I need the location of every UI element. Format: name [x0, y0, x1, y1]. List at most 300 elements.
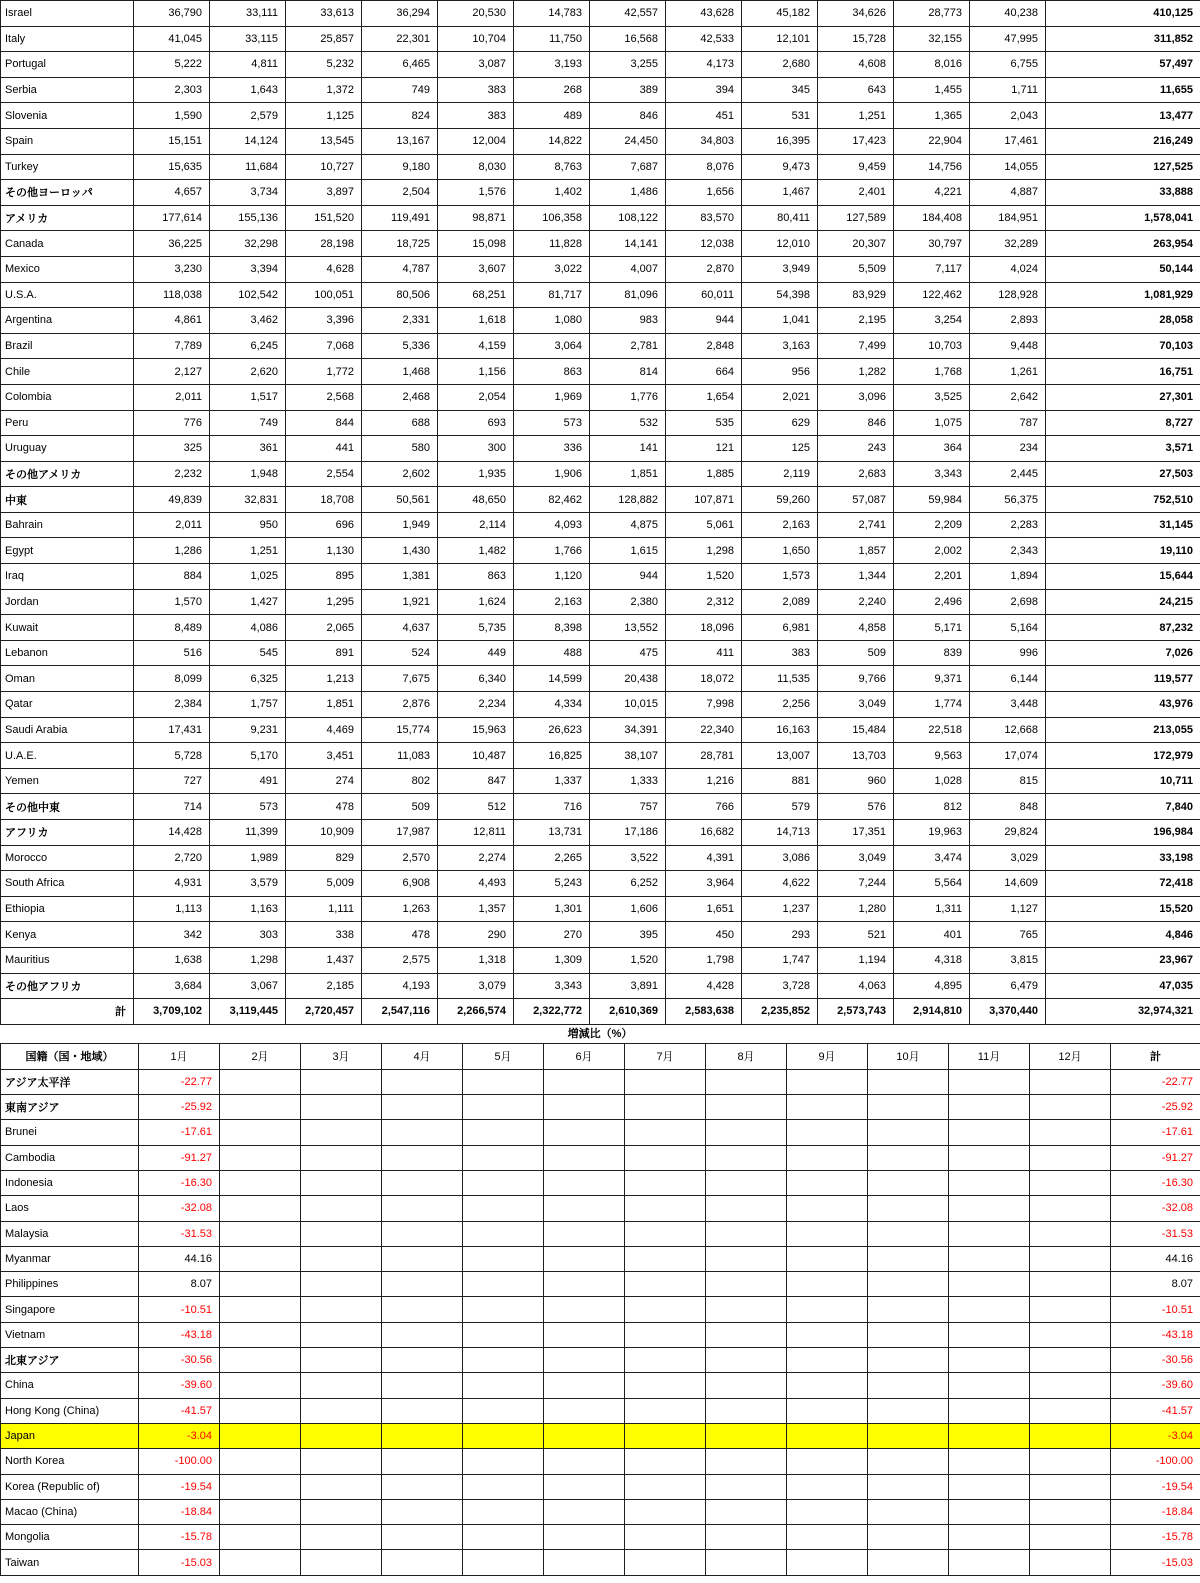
month-value-cell: 2,683	[818, 461, 894, 487]
empty-month-cell	[382, 1373, 463, 1398]
month-value-cell: 8,016	[894, 52, 970, 78]
empty-month-cell	[544, 1398, 625, 1423]
month-value-cell: 5,509	[818, 256, 894, 282]
empty-month-cell	[220, 1322, 301, 1347]
month-value-cell: 3,193	[514, 52, 590, 78]
empty-month-cell	[949, 1272, 1030, 1297]
row-label: Taiwan	[1, 1550, 139, 1575]
total-change-cell: -15.78	[1111, 1525, 1200, 1550]
empty-month-cell	[787, 1297, 868, 1322]
empty-month-cell	[1030, 1196, 1111, 1221]
month-value-cell: 1,301	[514, 896, 590, 922]
empty-month-cell	[625, 1120, 706, 1145]
month-value-cell: 4,811	[210, 52, 286, 78]
table-row	[1, 589, 1200, 615]
table-row	[1, 768, 1200, 794]
empty-month-cell	[706, 1348, 787, 1373]
row-label: 中東	[1, 487, 134, 513]
empty-month-cell	[625, 1170, 706, 1195]
row-label: Mexico	[1, 256, 134, 282]
month-value-cell: 489	[514, 103, 590, 129]
empty-month-cell	[220, 1474, 301, 1499]
empty-month-cell	[463, 1246, 544, 1271]
empty-month-cell	[1030, 1322, 1111, 1347]
empty-month-cell	[382, 1120, 463, 1145]
month-value-cell: 10,727	[286, 154, 362, 180]
month-value-cell: 2,011	[134, 512, 210, 538]
table-row	[1, 1246, 1200, 1271]
month-value-cell: 2,343	[970, 538, 1046, 564]
table-row	[1, 717, 1200, 743]
month-value-cell: 2,235,852	[742, 999, 818, 1025]
empty-month-cell	[301, 1272, 382, 1297]
empty-month-cell	[706, 1474, 787, 1499]
month-value-cell: 1,365	[894, 103, 970, 129]
month-value-cell: 383	[438, 103, 514, 129]
month-value-cell: 2,547,116	[362, 999, 438, 1025]
table-row	[1, 538, 1200, 564]
row-label: 計	[1, 999, 134, 1025]
row-label: Cambodia	[1, 1145, 139, 1170]
month-value-cell: 847	[438, 768, 514, 794]
month-value-cell: 2,209	[894, 512, 970, 538]
month-value-cell: 2,312	[666, 589, 742, 615]
month-value-cell: 960	[818, 768, 894, 794]
total-value-cell: 213,055	[1046, 717, 1200, 743]
empty-month-cell	[625, 1499, 706, 1524]
month-value-cell: 2,234	[438, 692, 514, 718]
january-change-cell: -10.51	[139, 1297, 220, 1322]
empty-month-cell	[625, 1196, 706, 1221]
month-value-cell: 50,561	[362, 487, 438, 513]
month-value-cell: 1,402	[514, 180, 590, 206]
month-value-cell: 34,391	[590, 717, 666, 743]
month-value-cell: 1,757	[210, 692, 286, 718]
table-row	[1, 845, 1200, 871]
month-value-cell: 4,931	[134, 871, 210, 897]
month-value-cell: 11,750	[514, 26, 590, 52]
row-label: Italy	[1, 26, 134, 52]
month-value-cell: 2,322,772	[514, 999, 590, 1025]
table-row	[1, 1550, 1200, 1575]
empty-month-cell	[382, 1272, 463, 1297]
table-row	[1, 205, 1200, 231]
table-row	[1, 947, 1200, 973]
month-value-cell: 20,307	[818, 231, 894, 257]
empty-month-cell	[301, 1398, 382, 1423]
month-value-cell: 950	[210, 512, 286, 538]
empty-month-cell	[301, 1069, 382, 1094]
empty-month-cell	[868, 1550, 949, 1575]
month-value-cell: 4,858	[818, 615, 894, 641]
empty-month-cell	[868, 1525, 949, 1550]
month-value-cell: 270	[514, 922, 590, 948]
empty-month-cell	[1030, 1095, 1111, 1120]
month-value-cell: 83,929	[818, 282, 894, 308]
table-row	[1, 359, 1200, 385]
month-value-cell: 13,703	[818, 743, 894, 769]
month-value-cell: 2,089	[742, 589, 818, 615]
empty-month-cell	[868, 1095, 949, 1120]
month-value-cell: 7,117	[894, 256, 970, 282]
nationality-column-header: 国籍（国・地域）	[1, 1043, 139, 1069]
total-value-cell: 23,967	[1046, 947, 1200, 973]
total-change-cell: -31.53	[1111, 1221, 1200, 1246]
month-value-cell: 8,489	[134, 615, 210, 641]
row-label: Korea (Republic of)	[1, 1474, 139, 1499]
month-value-cell: 1,263	[362, 896, 438, 922]
row-label: Turkey	[1, 154, 134, 180]
table-row	[1, 103, 1200, 129]
month-value-cell: 345	[742, 77, 818, 103]
month-value-cell: 3,949	[742, 256, 818, 282]
month-value-cell: 25,857	[286, 26, 362, 52]
month-value-cell: 34,803	[666, 128, 742, 154]
empty-month-cell	[625, 1525, 706, 1550]
month-value-cell: 491	[210, 768, 286, 794]
empty-month-cell	[868, 1373, 949, 1398]
empty-month-cell	[463, 1297, 544, 1322]
total-value-cell: 43,976	[1046, 692, 1200, 718]
empty-month-cell	[868, 1170, 949, 1195]
month-value-cell: 290	[438, 922, 514, 948]
empty-month-cell	[463, 1145, 544, 1170]
empty-month-cell	[787, 1499, 868, 1524]
row-label: Ethiopia	[1, 896, 134, 922]
month-value-cell: 3,728	[742, 973, 818, 999]
empty-month-cell	[463, 1170, 544, 1195]
month-value-cell: 36,294	[362, 1, 438, 27]
month-value-cell: 361	[210, 436, 286, 462]
month-value-cell: 20,438	[590, 666, 666, 692]
month-value-cell: 3,029	[970, 845, 1046, 871]
row-label: North Korea	[1, 1449, 139, 1474]
empty-month-cell	[706, 1170, 787, 1195]
month-value-cell: 14,713	[742, 820, 818, 846]
month-value-cell: 38,107	[590, 743, 666, 769]
month-value-cell: 1,656	[666, 180, 742, 206]
month-value-cell: 4,657	[134, 180, 210, 206]
empty-month-cell	[868, 1348, 949, 1373]
month-value-cell: 2,698	[970, 589, 1046, 615]
month-value-cell: 1,798	[666, 947, 742, 973]
month-value-cell: 3,522	[590, 845, 666, 871]
month-value-cell: 1,286	[134, 538, 210, 564]
month-value-cell: 15,774	[362, 717, 438, 743]
empty-month-cell	[787, 1095, 868, 1120]
month-column-header: 1月	[139, 1043, 220, 1069]
month-value-cell: 9,180	[362, 154, 438, 180]
month-value-cell: 629	[742, 410, 818, 436]
total-change-cell: -3.04	[1111, 1423, 1200, 1448]
empty-month-cell	[301, 1423, 382, 1448]
empty-month-cell	[544, 1322, 625, 1347]
month-value-cell: 14,609	[970, 871, 1046, 897]
empty-month-cell	[220, 1373, 301, 1398]
empty-month-cell	[382, 1221, 463, 1246]
empty-month-cell	[463, 1272, 544, 1297]
empty-month-cell	[463, 1449, 544, 1474]
month-value-cell: 1,025	[210, 564, 286, 590]
total-change-cell: 44.16	[1111, 1246, 1200, 1271]
month-value-cell: 17,074	[970, 743, 1046, 769]
row-label: Bahrain	[1, 512, 134, 538]
month-column-header: 7月	[625, 1043, 706, 1069]
total-value-cell: 311,852	[1046, 26, 1200, 52]
month-value-cell: 1,261	[970, 359, 1046, 385]
empty-month-cell	[220, 1499, 301, 1524]
row-label: アメリカ	[1, 205, 134, 231]
month-value-cell: 1,125	[286, 103, 362, 129]
empty-month-cell	[382, 1423, 463, 1448]
empty-month-cell	[544, 1474, 625, 1499]
change-table-body	[1, 1069, 1200, 1575]
month-value-cell: 1,643	[210, 77, 286, 103]
empty-month-cell	[1030, 1499, 1111, 1524]
empty-month-cell	[463, 1348, 544, 1373]
empty-month-cell	[625, 1297, 706, 1322]
empty-month-cell	[301, 1322, 382, 1347]
month-value-cell: 5,170	[210, 743, 286, 769]
month-value-cell: 4,428	[666, 973, 742, 999]
month-value-cell: 1,213	[286, 666, 362, 692]
empty-month-cell	[1030, 1246, 1111, 1271]
empty-month-cell	[1030, 1297, 1111, 1322]
empty-month-cell	[301, 1145, 382, 1170]
row-label: その他中東	[1, 794, 134, 820]
month-value-cell: 512	[438, 794, 514, 820]
month-value-cell: 56,375	[970, 487, 1046, 513]
row-label: Iraq	[1, 564, 134, 590]
total-value-cell: 10,711	[1046, 768, 1200, 794]
month-value-cell: 98,871	[438, 205, 514, 231]
table-row	[1, 1145, 1200, 1170]
month-value-cell: 22,340	[666, 717, 742, 743]
month-value-cell: 128,882	[590, 487, 666, 513]
empty-month-cell	[625, 1322, 706, 1347]
empty-month-cell	[301, 1196, 382, 1221]
table-row	[1, 1373, 1200, 1398]
month-value-cell: 12,101	[742, 26, 818, 52]
row-label: その他アフリカ	[1, 973, 134, 999]
empty-month-cell	[706, 1398, 787, 1423]
month-value-cell: 41,045	[134, 26, 210, 52]
month-value-cell: 17,423	[818, 128, 894, 154]
row-label: Qatar	[1, 692, 134, 718]
month-value-cell: 14,141	[590, 231, 666, 257]
month-value-cell: 2,054	[438, 384, 514, 410]
month-value-cell: 2,163	[514, 589, 590, 615]
empty-month-cell	[544, 1499, 625, 1524]
month-value-cell: 2,201	[894, 564, 970, 590]
row-label: Egypt	[1, 538, 134, 564]
month-value-cell: 81,096	[590, 282, 666, 308]
month-value-cell: 16,825	[514, 743, 590, 769]
empty-month-cell	[220, 1069, 301, 1094]
month-value-cell: 401	[894, 922, 970, 948]
table-row	[1, 487, 1200, 513]
total-value-cell: 16,751	[1046, 359, 1200, 385]
total-value-cell: 7,840	[1046, 794, 1200, 820]
month-value-cell: 524	[362, 640, 438, 666]
total-value-cell: 47,035	[1046, 973, 1200, 999]
month-value-cell: 2,610,369	[590, 999, 666, 1025]
month-value-cell: 1,113	[134, 896, 210, 922]
empty-month-cell	[382, 1449, 463, 1474]
empty-month-cell	[220, 1297, 301, 1322]
month-value-cell: 108,122	[590, 205, 666, 231]
month-value-cell: 2,914,810	[894, 999, 970, 1025]
month-value-cell: 6,340	[438, 666, 514, 692]
total-value-cell: 70,103	[1046, 333, 1200, 359]
month-value-cell: 18,072	[666, 666, 742, 692]
month-value-cell: 6,245	[210, 333, 286, 359]
empty-month-cell	[949, 1170, 1030, 1195]
empty-month-cell	[544, 1373, 625, 1398]
month-value-cell: 4,193	[362, 973, 438, 999]
month-value-cell: 1,885	[666, 461, 742, 487]
row-label: Slovenia	[1, 103, 134, 129]
row-label: Uruguay	[1, 436, 134, 462]
month-value-cell: 573	[210, 794, 286, 820]
table-row	[1, 1120, 1200, 1145]
month-value-cell: 1,295	[286, 589, 362, 615]
month-value-cell: 846	[590, 103, 666, 129]
month-value-cell: 83,570	[666, 205, 742, 231]
month-value-cell: 32,155	[894, 26, 970, 52]
month-value-cell: 1,309	[514, 947, 590, 973]
month-value-cell: 10,704	[438, 26, 514, 52]
empty-month-cell	[544, 1525, 625, 1550]
month-value-cell: 846	[818, 410, 894, 436]
total-value-cell: 15,644	[1046, 564, 1200, 590]
month-value-cell: 303	[210, 922, 286, 948]
month-value-cell: 1,333	[590, 768, 666, 794]
month-value-cell: 664	[666, 359, 742, 385]
table-row	[1, 1348, 1200, 1373]
month-value-cell: 1,766	[514, 538, 590, 564]
month-value-cell: 749	[210, 410, 286, 436]
row-label: Brunei	[1, 1120, 139, 1145]
month-value-cell: 2,043	[970, 103, 1046, 129]
month-value-cell: 364	[894, 436, 970, 462]
empty-month-cell	[220, 1120, 301, 1145]
month-value-cell: 80,411	[742, 205, 818, 231]
total-value-cell: 15,520	[1046, 896, 1200, 922]
month-value-cell: 1,120	[514, 564, 590, 590]
empty-month-cell	[382, 1170, 463, 1195]
total-value-cell: 33,198	[1046, 845, 1200, 871]
month-value-cell: 82,462	[514, 487, 590, 513]
row-label: Morocco	[1, 845, 134, 871]
month-value-cell: 1,280	[818, 896, 894, 922]
empty-month-cell	[949, 1348, 1030, 1373]
month-value-cell: 2,195	[818, 308, 894, 334]
empty-month-cell	[1030, 1525, 1111, 1550]
month-value-cell: 5,243	[514, 871, 590, 897]
month-value-cell: 1,618	[438, 308, 514, 334]
empty-month-cell	[706, 1145, 787, 1170]
empty-month-cell	[463, 1423, 544, 1448]
empty-month-cell	[544, 1170, 625, 1195]
table-row	[1, 820, 1200, 846]
month-value-cell: 32,831	[210, 487, 286, 513]
row-label: Brazil	[1, 333, 134, 359]
january-change-cell: -31.53	[139, 1221, 220, 1246]
month-value-cell: 394	[666, 77, 742, 103]
month-value-cell: 2,848	[666, 333, 742, 359]
month-value-cell: 1,194	[818, 947, 894, 973]
month-value-cell: 184,951	[970, 205, 1046, 231]
month-value-cell: 4,063	[818, 973, 894, 999]
month-value-cell: 441	[286, 436, 362, 462]
january-change-cell: -39.60	[139, 1373, 220, 1398]
month-value-cell: 1,772	[286, 359, 362, 385]
month-value-cell: 2,401	[818, 180, 894, 206]
month-value-cell: 643	[818, 77, 894, 103]
empty-month-cell	[706, 1120, 787, 1145]
month-value-cell: 3,370,440	[970, 999, 1046, 1025]
total-value-cell: 13,477	[1046, 103, 1200, 129]
month-value-cell: 30,797	[894, 231, 970, 257]
month-value-cell: 1,427	[210, 589, 286, 615]
month-value-cell: 2,119	[742, 461, 818, 487]
empty-month-cell	[949, 1297, 1030, 1322]
month-value-cell: 996	[970, 640, 1046, 666]
month-value-cell: 11,684	[210, 154, 286, 180]
table-row	[1, 77, 1200, 103]
month-value-cell: 6,252	[590, 871, 666, 897]
month-value-cell: 6,325	[210, 666, 286, 692]
month-value-cell: 22,301	[362, 26, 438, 52]
month-value-cell: 5,061	[666, 512, 742, 538]
month-value-cell: 1,711	[970, 77, 1046, 103]
month-value-cell: 2,680	[742, 52, 818, 78]
empty-month-cell	[463, 1221, 544, 1246]
month-value-cell: 891	[286, 640, 362, 666]
month-value-cell: 532	[590, 410, 666, 436]
row-label: Portugal	[1, 52, 134, 78]
month-value-cell: 9,448	[970, 333, 1046, 359]
row-label: Colombia	[1, 384, 134, 410]
month-value-cell: 4,622	[742, 871, 818, 897]
month-value-cell: 693	[438, 410, 514, 436]
month-value-cell: 4,861	[134, 308, 210, 334]
table-row	[1, 1474, 1200, 1499]
month-value-cell: 125	[742, 436, 818, 462]
month-value-cell: 17,987	[362, 820, 438, 846]
month-value-cell: 3,087	[438, 52, 514, 78]
month-value-cell: 1,318	[438, 947, 514, 973]
month-value-cell: 1,624	[438, 589, 514, 615]
empty-month-cell	[463, 1474, 544, 1499]
month-value-cell: 1,437	[286, 947, 362, 973]
empty-month-cell	[949, 1525, 1030, 1550]
empty-month-cell	[706, 1499, 787, 1524]
month-value-cell: 6,144	[970, 666, 1046, 692]
month-value-cell: 3,119,445	[210, 999, 286, 1025]
empty-month-cell	[301, 1221, 382, 1246]
month-value-cell: 3,396	[286, 308, 362, 334]
month-value-cell: 688	[362, 410, 438, 436]
month-value-cell: 141	[590, 436, 666, 462]
row-label: Peru	[1, 410, 134, 436]
month-value-cell: 293	[742, 922, 818, 948]
row-label: Oman	[1, 666, 134, 692]
row-label: Chile	[1, 359, 134, 385]
month-value-cell: 395	[590, 922, 666, 948]
month-value-cell: 17,461	[970, 128, 1046, 154]
